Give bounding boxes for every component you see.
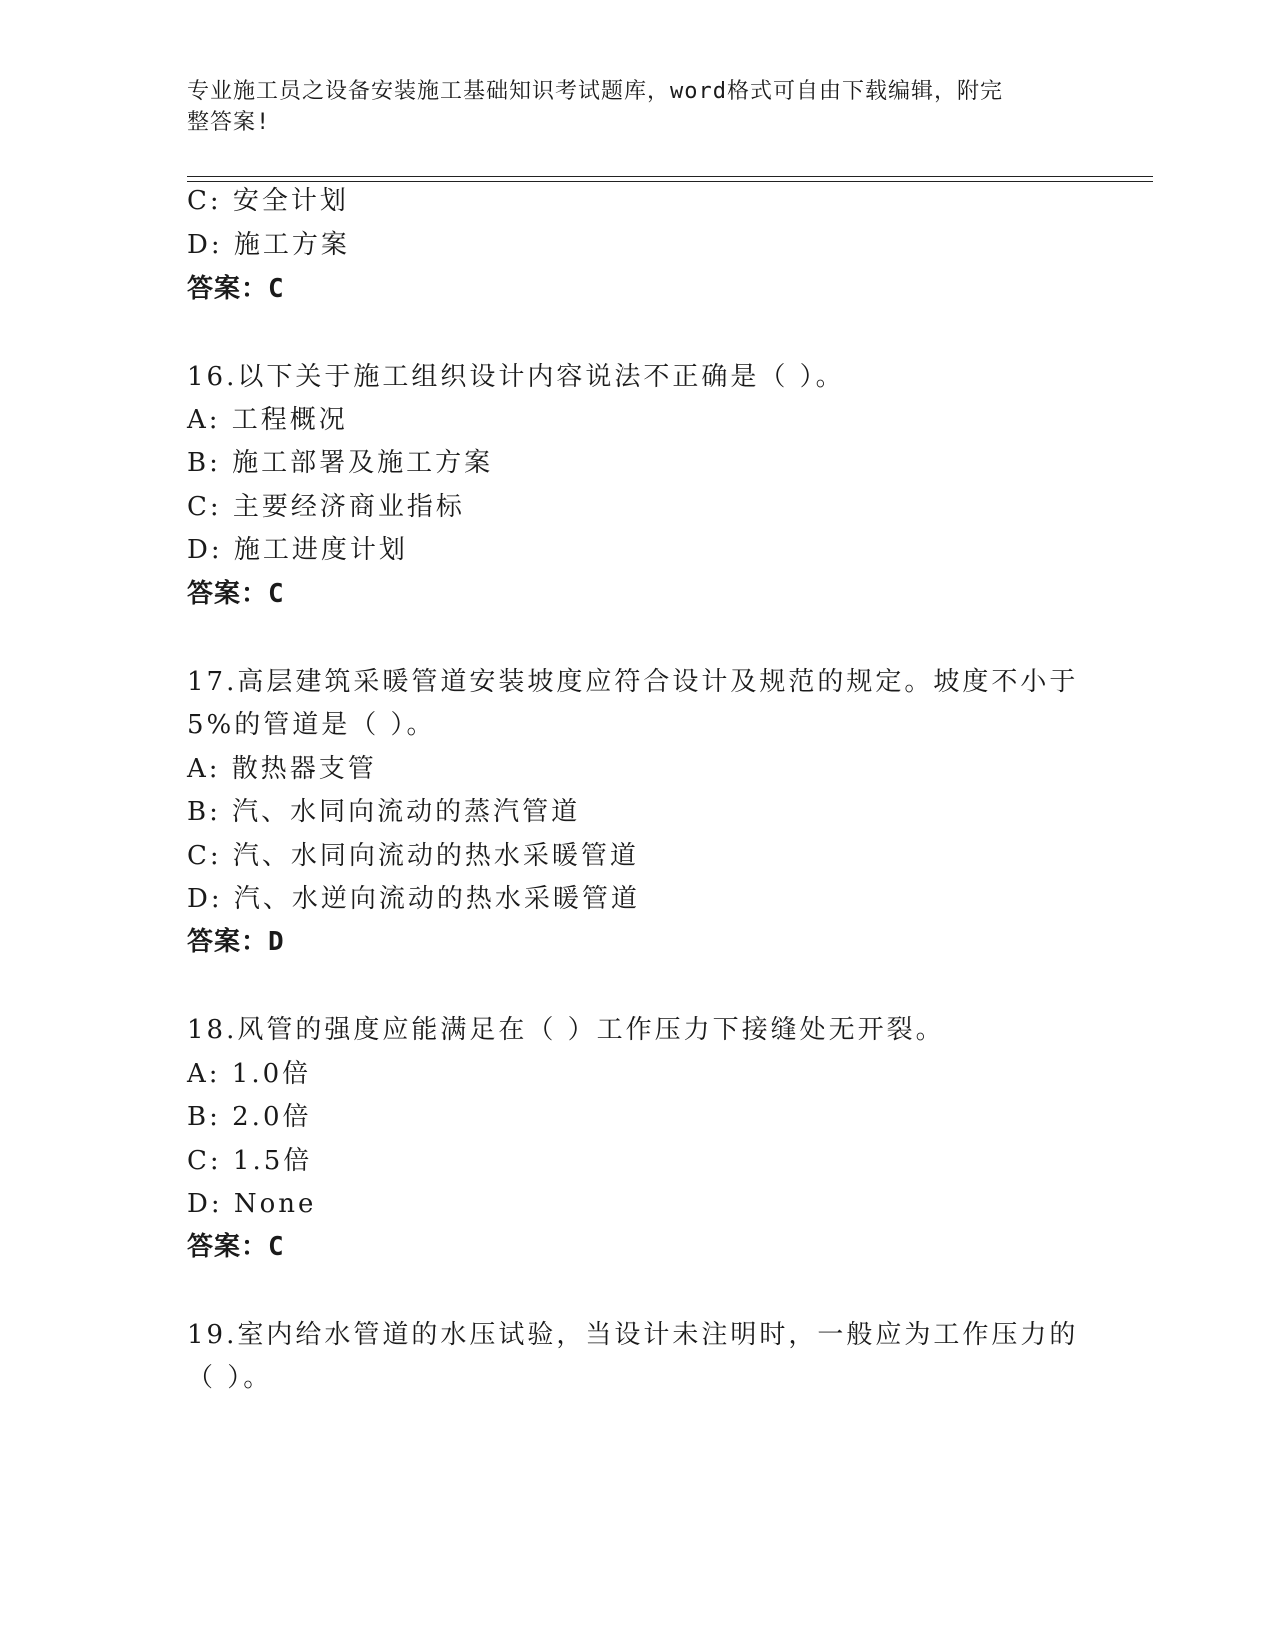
question-18-stem: 18.风管的强度应能满足在（ ）工作压力下接缝处无开裂。 [187,1015,945,1045]
option-d: D: 施工方案 [187,230,350,260]
question-17-stem-line-1: 17.高层建筑采暖管道安装坡度应符合设计及规范的规定。坡度不小于 [187,667,1079,697]
header-divider-bottom [187,181,1153,182]
question-19-stem-line-2: （ ）。 [187,1363,273,1393]
question-18-option-b: B: 2.0倍 [187,1102,312,1132]
question-17-option-d: D: 汽、水逆向流动的热水采暖管道 [187,884,640,914]
header-line-1: 专业施工员之设备安装施工基础知识考试题库，word格式可自由下载编辑，附完 [187,79,1003,104]
question-16-option-a: A: 工程概况 [187,405,348,435]
question-18-option-c: C: 1.5倍 [187,1146,313,1176]
question-17-option-c: C: 汽、水同向流动的热水采暖管道 [187,841,639,871]
option-c: C: 安全计划 [187,186,349,216]
question-17-option-a: A: 散热器支管 [187,754,377,784]
header-divider-top [187,176,1153,177]
question-17-answer: 答案：D [187,927,285,957]
question-18-answer: 答案：C [187,1232,285,1262]
question-19-stem-line-1: 19.室内给水管道的水压试验，当设计未注明时，一般应为工作压力的 [187,1320,1079,1350]
question-17-option-b: B: 汽、水同向流动的蒸汽管道 [187,797,581,827]
question-16-stem: 16.以下关于施工组织设计内容说法不正确是（ ）。 [187,362,845,392]
document-header [187,76,1067,138]
header-line-2: 整答案! [187,110,271,135]
question-16-answer: 答案：C [187,579,285,609]
question-17-stem-line-2: 5%的管道是（ ）。 [187,710,436,740]
question-18-option-a: A: 1.0倍 [187,1059,312,1089]
question-18-option-d: D: None [187,1189,317,1219]
question-16-option-b: B: 施工部署及施工方案 [187,448,494,478]
question-16-option-d: D: 施工进度计划 [187,535,408,565]
question-16-option-c: C: 主要经济商业指标 [187,492,465,522]
answer-line: 答案：C [187,274,285,304]
